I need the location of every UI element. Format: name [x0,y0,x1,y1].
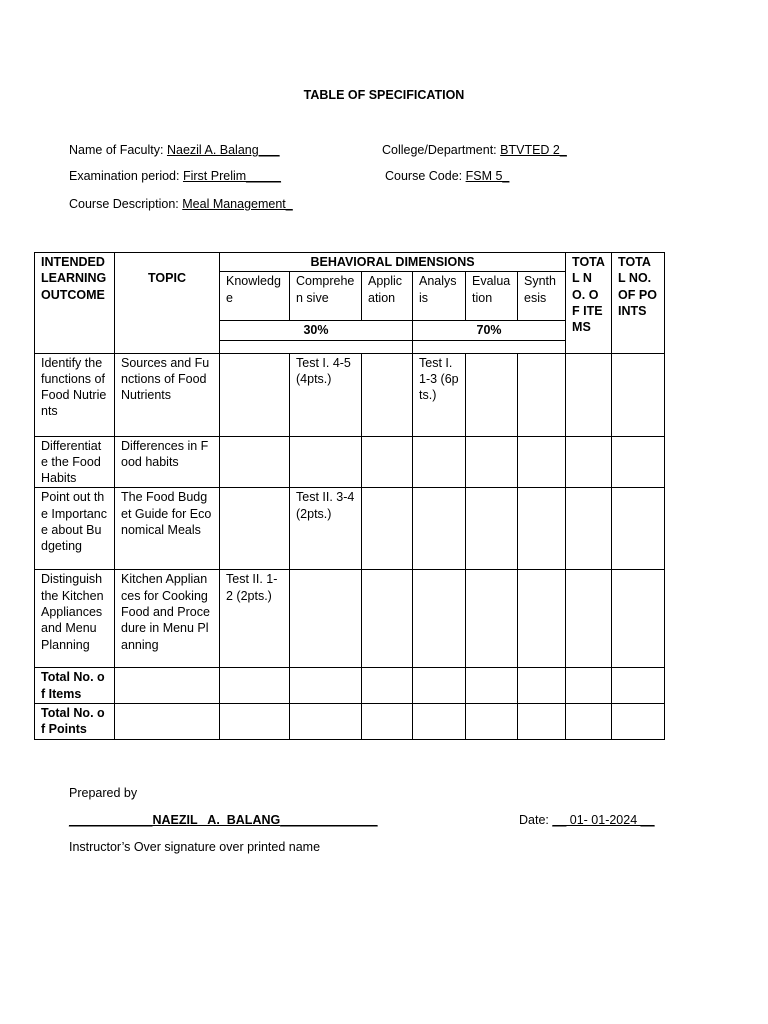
synthesis-cell [518,488,566,570]
header-percent-lower: 30% [220,321,413,340]
evaluation-cell [466,436,518,488]
comprehensive-cell: Test I. 4-5 (4pts.) [290,353,362,436]
table-row [35,353,665,436]
exam-period-value: First Prelim_____ [182,169,281,183]
total-points-cell [612,353,665,436]
header-row-1 [35,253,665,272]
college-label: College/Department: [382,143,497,157]
analysis-cell [413,436,466,488]
header-percent-higher-spacer [413,340,566,353]
empty-cell [518,704,566,740]
comprehensive-cell [290,436,362,488]
header-behavioral-dimensions: BEHAVIORAL DIMENSIONS [220,253,566,272]
empty-cell [220,668,290,704]
application-cell [362,436,413,488]
specification-table [34,252,665,740]
application-cell [362,353,413,436]
analysis-cell [413,488,466,570]
synthesis-cell [518,570,566,668]
total-points-cell [612,436,665,488]
empty-cell [290,704,362,740]
synthesis-cell [518,436,566,488]
date-label: Date: [519,813,549,827]
prepared-by-name-line [69,813,378,827]
comprehensive-cell: Test II. 3-4 (2pts.) [290,488,362,570]
knowledge-cell: Test II. 1-2 (2pts.) [220,570,290,668]
header-total-items: TOTAL NO. OF ITEMS [566,253,612,354]
prepared-by-label: Prepared by [69,786,138,800]
faculty-label: Name of Faculty: [69,143,164,157]
empty-cell [115,668,220,704]
name-underline-left: ____________ [69,813,153,827]
header-total-points: TOTAL NO. OF POINTS [612,253,665,354]
ilo-cell: Identify the functions of Food Nutrients [35,353,115,436]
ilo-cell: Point out the Importance about Budgeting [35,488,115,570]
document-title: TABLE OF SPECIFICATION [303,88,465,102]
course-code-line [385,169,509,183]
knowledge-cell [220,488,290,570]
evaluation-cell [466,353,518,436]
prepared-by-name: NAEZIL A. BALANG [152,813,281,827]
knowledge-cell [220,436,290,488]
table-row [35,570,665,668]
synthesis-cell [518,353,566,436]
total-items-cell [566,570,612,668]
date-value: __ 01- 01-2024 __ [552,813,655,827]
empty-cell [566,668,612,704]
application-cell [362,488,413,570]
empty-cell [612,704,665,740]
total-points-cell [612,570,665,668]
faculty-value: Naezil A. Balang___ [166,143,280,157]
total-points-cell [612,488,665,570]
knowledge-cell [220,353,290,436]
header-synthesis: Synthesis [518,272,566,321]
total-items-row [35,668,665,704]
empty-cell [362,668,413,704]
topic-cell: Differences in Food habits [115,436,220,488]
empty-cell [466,704,518,740]
header-topic: TOPIC [115,253,220,354]
empty-cell [413,704,466,740]
table-row [35,488,665,570]
total-points-label: Total No. of Points [35,704,115,740]
total-items-cell [566,488,612,570]
ilo-cell: Distinguish the Kitchen Appliances and Menu Planning [35,570,115,668]
header-percent-higher: 70% [413,321,566,340]
college-value: BTVTED 2_ [500,143,567,157]
total-items-cell [566,436,612,488]
course-description-value: Meal Management_ [182,197,293,211]
empty-cell [220,704,290,740]
evaluation-cell [466,570,518,668]
faculty-line [69,143,280,157]
header-ilo: INTENDED LEARNING OUTCOME [35,253,115,354]
header-evaluation: Evaluation [466,272,518,321]
header-percent-lower-spacer [220,340,413,353]
exam-period-line [69,169,281,183]
ilo-cell: Differentiate the Food Habits [35,436,115,488]
topic-cell: Kitchen Appliances for Cooking Food and Procedure in Menu Planning [115,570,220,668]
empty-cell [362,704,413,740]
analysis-cell [413,570,466,668]
empty-cell [290,668,362,704]
application-cell [362,570,413,668]
empty-cell [466,668,518,704]
topic-cell: The Food Budget Guide for Economical Meals [115,488,220,570]
header-comprehensive: Comprehen sive [290,272,362,321]
header-knowledge: Knowledge [220,272,290,321]
total-items-label: Total No. of Items [35,668,115,704]
evaluation-cell [466,488,518,570]
empty-cell [413,668,466,704]
course-description-label: Course Description: [69,197,179,211]
table-row [35,436,665,488]
course-description-line [69,197,293,211]
analysis-cell: Test I. 1-3 (6pts.) [413,353,466,436]
total-items-cell [566,353,612,436]
empty-cell [612,668,665,704]
empty-cell [115,704,220,740]
course-code-label: Course Code: [385,169,463,183]
name-underline-right: ______________ [280,813,378,827]
comprehensive-cell [290,570,362,668]
college-line [382,143,567,157]
empty-cell [566,704,612,740]
course-code-value: FSM 5_ [465,169,510,183]
topic-cell: Sources and Functions of Food Nutrients [115,353,220,436]
exam-period-label: Examination period: [69,169,180,183]
total-points-row [35,704,665,740]
header-analysis: Analysis [413,272,466,321]
header-application: Application [362,272,413,321]
signature-caption: Instructor’s Over signature over printed name [69,840,321,854]
date-line [519,813,655,827]
empty-cell [518,668,566,704]
